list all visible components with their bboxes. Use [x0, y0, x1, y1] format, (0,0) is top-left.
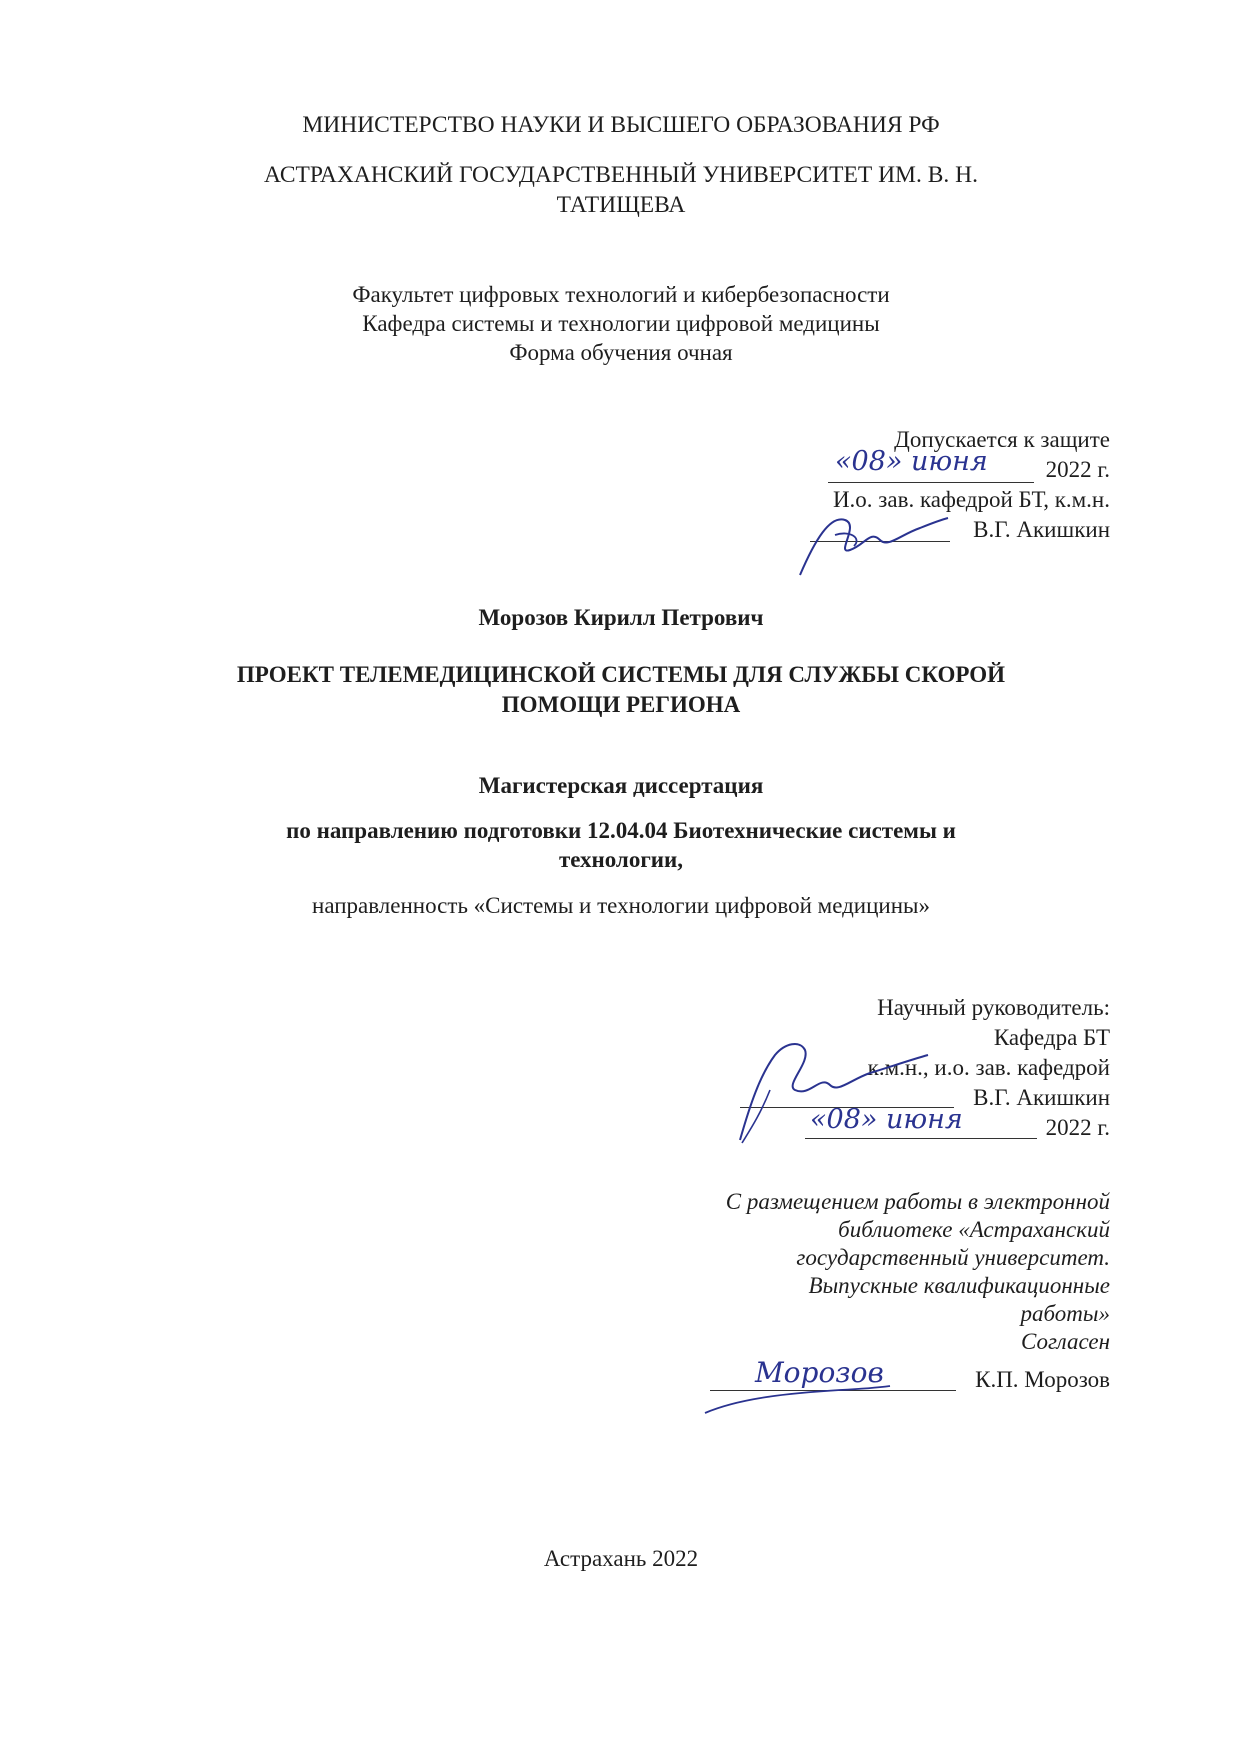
- supervisor-date-handwritten: «08» июня: [810, 1104, 963, 1135]
- supervisor-year: 2022 г.: [1045, 1115, 1110, 1140]
- direction-block: [0, 816, 1242, 874]
- approval-date-handwritten: «08» июня: [835, 446, 988, 477]
- university-name-line2: ТАТИЩЕВА: [556, 192, 686, 218]
- direction-line2: технологии,: [558, 847, 684, 872]
- approval-label: Допускается к защите: [894, 427, 1110, 452]
- supervisor-position: к.м.н., и.о. зав. кафедрой: [867, 1055, 1110, 1080]
- consent-signature-flourish: [700, 1378, 900, 1418]
- consent-agreed: Согласен: [1020, 1329, 1110, 1354]
- focus-block: [0, 890, 1242, 921]
- supervisor-signature: [730, 1035, 930, 1150]
- author-block: [0, 602, 1242, 633]
- thesis-title-line2: ПОМОЩИ РЕГИОНА: [501, 692, 741, 717]
- work-type-block: [0, 770, 1242, 801]
- department-name: Кафедра системы и технологии цифровой медицины: [362, 311, 880, 336]
- ministry-name: МИНИСТЕРСТВО НАУКИ И ВЫСШЕГО ОБРАЗОВАНИЯ РФ: [302, 112, 940, 138]
- consent-name: К.П. Морозов: [975, 1367, 1110, 1392]
- university-name-line1: АСТРАХАНСКИЙ ГОСУДАРСТВЕННЫЙ УНИВЕРСИТЕТ ИМ. В. Н.: [264, 162, 978, 188]
- ministry-heading: [0, 110, 1242, 141]
- consent-signature: Морозов: [755, 1356, 884, 1389]
- faculty-block: [0, 280, 1242, 367]
- consent-line4: Выпускные квалификационные: [808, 1273, 1110, 1298]
- approval-signature: [790, 500, 950, 580]
- direction-line1: по направлению подготовки 12.04.04 Биотехнические системы и: [286, 818, 956, 843]
- consent-line3: государственный университет.: [796, 1245, 1110, 1270]
- consent-line5: работы»: [1020, 1301, 1110, 1326]
- supervisor-name: В.Г. Акишкин: [973, 1085, 1110, 1110]
- city-year: Астрахань 2022: [543, 1546, 699, 1571]
- supervisor-department: Кафедра БТ: [993, 1025, 1110, 1050]
- study-form: Форма обучения очная: [509, 340, 733, 365]
- thesis-title-line1: ПРОЕКТ ТЕЛЕМЕДИЦИНСКОЙ СИСТЕМЫ ДЛЯ СЛУЖБЫ СКОРОЙ: [236, 662, 1006, 687]
- university-heading: [0, 160, 1242, 220]
- approval-date-underline: [828, 482, 1034, 483]
- faculty-name: Факультет цифровых технологий и кибербезопасности: [352, 282, 890, 307]
- supervisor-label: Научный руководитель:: [877, 995, 1110, 1020]
- approval-name: В.Г. Акишкин: [973, 517, 1110, 542]
- approval-position: И.о. зав. кафедрой БТ, к.м.н.: [832, 487, 1110, 512]
- consent-line2: библиотеке «Астраханский: [838, 1217, 1110, 1242]
- work-type: Магистерская диссертация: [478, 773, 764, 798]
- thesis-title: [0, 660, 1242, 720]
- footer-block: [0, 1543, 1242, 1574]
- author-name: Морозов Кирилл Петрович: [478, 605, 764, 630]
- focus-text: направленность «Системы и технологии цифровой медицины»: [312, 893, 930, 918]
- consent-line1: С размещением работы в электронной: [725, 1189, 1110, 1214]
- approval-year: 2022 г.: [1045, 457, 1110, 482]
- consent-block: [650, 1188, 1110, 1356]
